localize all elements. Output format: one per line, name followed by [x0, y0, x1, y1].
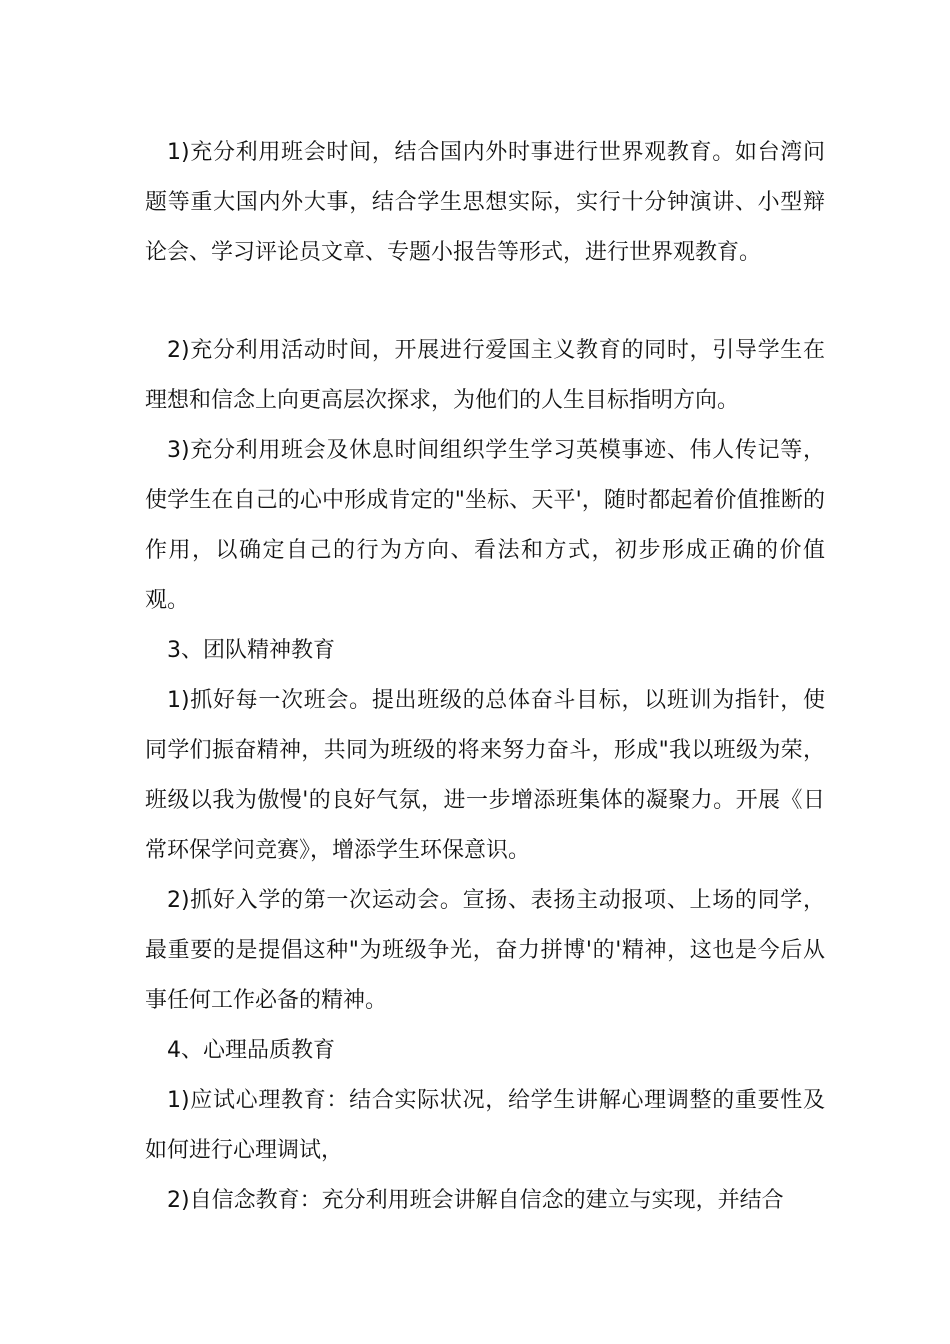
paragraph-patriotism-education: 2)充分利用活动时间，开展进行爱国主义教育的同时，引导学生在理想和信念上向更高层次探求，为他们的人生目标指明方向。 — [145, 338, 825, 413]
paragraph-class-meeting: 1)抓好每一次班会。提出班级的总体奋斗目标，以班训为指针，使同学们振奋精神，共同为班级的将来努力奋斗，形成"我以班级为荣，班级以我为傲慢'的良好气氛，进一步增添班集体的凝聚力。开展《日常环保学问竞赛》，增添学生环保意识。 — [145, 688, 825, 863]
paragraph-values-education: 3)充分利用班会及休息时间组织学生学习英模事迹、伟人传记等，使学生在自己的心中形成肯定的"坐标、天平'，随时都起着价值推断的作用，以确定自己的行为方向、看法和方式，初步形成正确的价值观。 — [145, 438, 825, 613]
section-heading-team-spirit: 3、团队精神教育 — [167, 638, 335, 663]
paragraph-worldview-education: 1)充分利用班会时间，结合国内外时事进行世界观教育。如台湾问题等重大国内外大事，结合学生思想实际，实行十分钟演讲、小型辩论会、学习评论员文章、专题小报告等形式，进行世界观教育。 — [145, 140, 825, 265]
paragraph-sports-meeting: 2)抓好入学的第一次运动会。宣扬、表扬主动报项、上场的同学，最重要的是提倡这种"为班级争光，奋力拼博'的'精神，这也是今后从事任何工作必备的精神。 — [145, 888, 825, 1013]
paragraph-exam-psychology: 1)应试心理教育：结合实际状况，给学生讲解心理调整的重要性及如何进行心理调试， — [145, 1088, 825, 1163]
section-heading-psychology: 4、心理品质教育 — [167, 1038, 335, 1063]
document-body — [145, 128, 825, 1226]
paragraph-self-confidence: 2)自信念教育：充分利用班会讲解自信念的建立与实现，并结合 — [167, 1188, 784, 1213]
